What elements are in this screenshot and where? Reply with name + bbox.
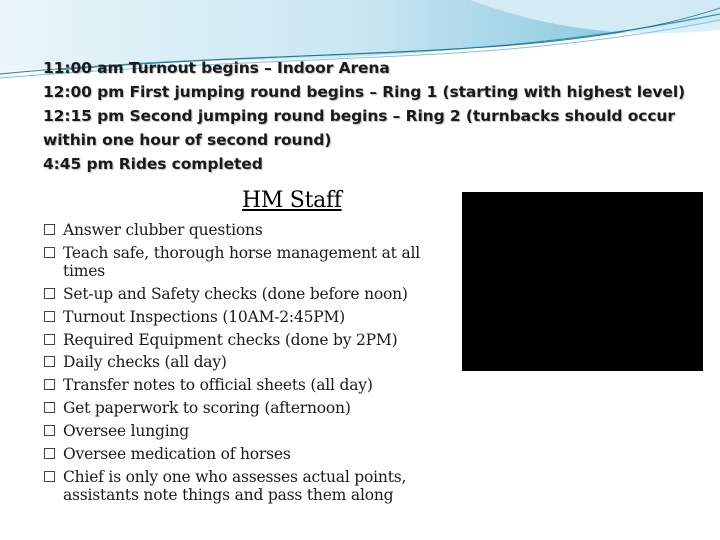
list-item-text: Oversee medication of horses	[63, 445, 291, 464]
list-item-text: Set-up and Safety checks (done before noon)	[63, 284, 408, 303]
list-item-text: Get paperwork to scoring (afternoon)	[63, 399, 351, 418]
checkbox-bullet-icon	[44, 247, 55, 258]
list-item-text: Required Equipment checks (done by 2PM)	[63, 330, 398, 349]
checkbox-bullet-icon	[44, 224, 55, 235]
list-item	[44, 219, 454, 242]
checkbox-bullet-icon	[44, 288, 55, 299]
checkbox-bullet-icon	[44, 448, 55, 459]
schedule-line: 12:00 pm First jumping round begins – Ring 1 (starting with highest level)	[43, 83, 686, 101]
list-item-text: Chief is only one who assesses actual points, assistants note things and pass them along	[63, 467, 407, 504]
schedule-line: 4:45 pm Rides completed	[43, 155, 263, 173]
list-item	[44, 351, 454, 374]
checkbox-bullet-icon	[44, 356, 55, 367]
list-item-text: Turnout Inspections (10AM-2:45PM)	[63, 307, 346, 326]
image-placeholder	[462, 192, 703, 371]
list-item	[44, 329, 454, 352]
list-item-text: Answer clubber questions	[63, 221, 263, 239]
list-item-text: Daily checks (all day)	[63, 353, 227, 372]
checkbox-bullet-icon	[44, 379, 55, 390]
list-item	[44, 443, 454, 466]
list-item	[44, 397, 454, 420]
checkbox-bullet-icon	[44, 311, 55, 322]
list-item	[44, 374, 454, 397]
staff-duties-list	[44, 219, 454, 507]
list-item	[44, 283, 454, 306]
section-title: HM Staff	[242, 188, 342, 213]
list-item	[44, 466, 454, 507]
checkbox-bullet-icon	[44, 471, 55, 482]
list-item	[44, 306, 454, 329]
schedule-line: within one hour of second round)	[43, 131, 332, 149]
checkbox-bullet-icon	[44, 402, 55, 413]
list-item-text: Oversee lunging	[63, 422, 189, 441]
schedule-list	[43, 56, 686, 176]
list-item-text: Transfer notes to official sheets (all day)	[63, 376, 373, 395]
list-item-text: Teach safe, thorough horse management at all times	[63, 243, 420, 280]
schedule-line: 11:00 am Turnout begins – Indoor Arena	[43, 59, 390, 77]
checkbox-bullet-icon	[44, 334, 55, 345]
checkbox-bullet-icon	[44, 425, 55, 436]
schedule-line: 12:15 pm Second jumping round begins – Ring 2 (turnbacks should occur	[43, 107, 675, 125]
list-item	[44, 420, 454, 443]
list-item	[44, 242, 454, 283]
